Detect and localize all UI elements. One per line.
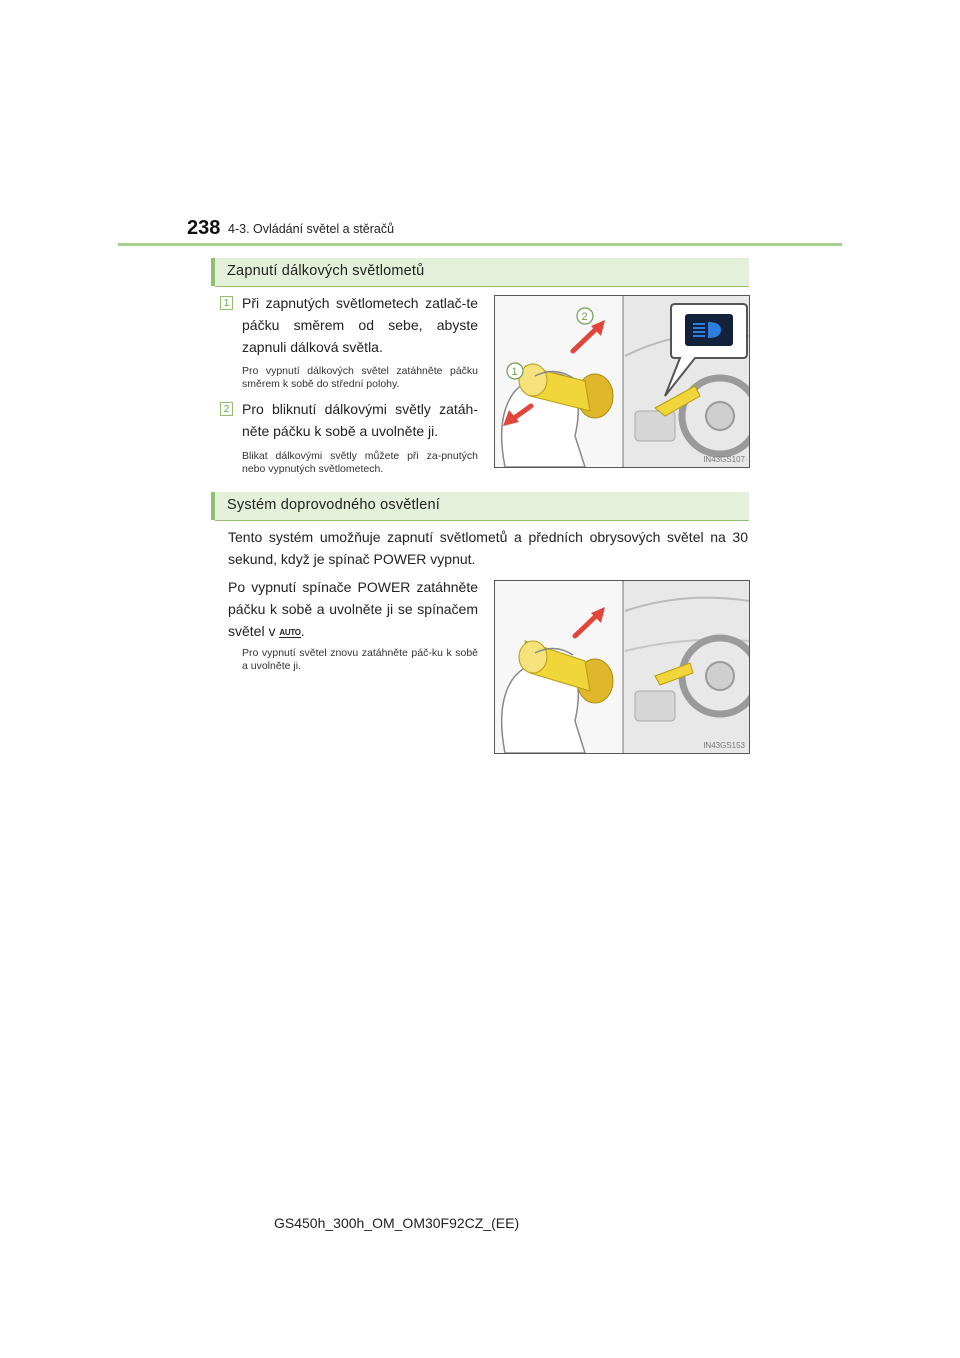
page-number: 238 xyxy=(187,217,221,239)
illus-callout-1: 1 xyxy=(511,366,518,378)
instruction-text: Po vypnutí spínače POWER zatáhněte páčku k sobě a uvolněte ji se spínačem světel v xyxy=(228,579,478,639)
lever-drawing xyxy=(495,581,749,753)
document-code: GS450h_300h_OM_OM30F92CZ_(EE) xyxy=(274,1215,520,1231)
illustration-high-beam-lever xyxy=(494,295,750,468)
section-title: Zapnutí dálkových světlometů xyxy=(227,263,425,279)
illus-callout-2: 2 xyxy=(581,311,588,323)
header-rule xyxy=(118,243,842,246)
illustration-code: IN43GS107 xyxy=(703,455,745,464)
section-2-note: Pro vypnutí světel znovu zatáhněte páč-ku k sobě a uvolněte ji. xyxy=(242,647,478,672)
illustration-follow-me-home-lever xyxy=(494,580,750,754)
step-number-2: 2 xyxy=(220,402,233,416)
step-2-note: Blikat dálkovými světly můžete při za-pnutých nebo vypnutých světlometech. xyxy=(242,450,478,475)
step-number-1: 1 xyxy=(220,296,233,310)
step-1-note: Pro vypnutí dálkových světel zatáhněte páčku směrem k sobě do střední polohy. xyxy=(242,365,478,390)
illustration-code: IN43GS153 xyxy=(703,741,745,750)
section-title: Systém doprovodného osvětlení xyxy=(227,497,440,513)
step-2-text: Pro bliknutí dálkovými světly zatáh-něte páčku k sobě a uvolněte ji. xyxy=(242,401,478,439)
section-heading-high-beam xyxy=(211,258,749,286)
breadcrumb: 4-3. Ovládání světel a stěračů xyxy=(228,222,395,236)
step-1-text: Při zapnutých světlometech zatlač-te páčku směrem od sebe, abyste zapnuli dálková světla. xyxy=(242,295,478,355)
section-2-instruction xyxy=(228,576,478,642)
auto-switch-icon: AUTO xyxy=(279,628,301,637)
section-heading-follow-me-home xyxy=(211,492,749,520)
lever-drawing xyxy=(495,296,749,467)
instruction-end: . xyxy=(300,623,305,639)
section-2-intro: Tento systém umožňuje zapnutí světlometů a předních obrysových světel na 30 sekund, když je spínač POWER vypnut. xyxy=(228,529,748,567)
